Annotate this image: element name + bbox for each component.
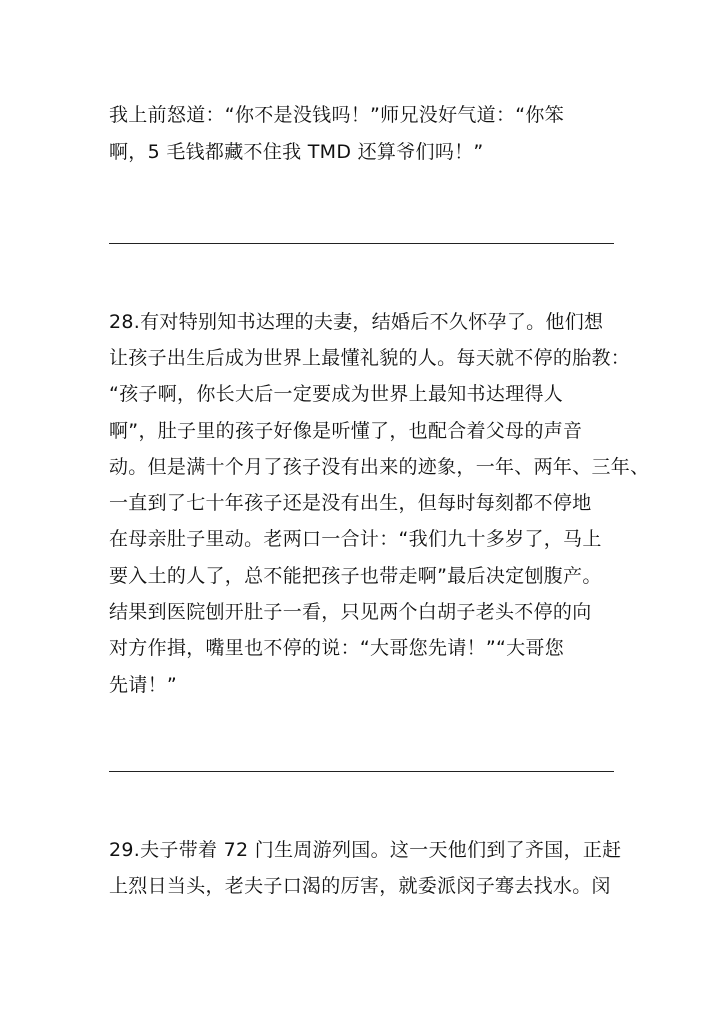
text-line: 对方作揖，嘴里也不停的说：“大哥您先请！”“大哥您 [109, 637, 565, 659]
text-line: 我上前怒道：“你不是没钱吗！”师兄没好气道：“你笨 [109, 104, 565, 126]
divider [109, 771, 614, 772]
divider [109, 243, 614, 244]
text-line: 啊”，肚子里的孩子好像是听懂了，也配合着父母的声音 [109, 420, 583, 442]
text-line: 29.夫子带着 72 门生周游列国。这一天他们到了齐国，正赶 [109, 839, 622, 861]
text-line: 28.有对特别知书达理的夫妻，结婚后不久怀孕了。他们想 [109, 311, 604, 333]
text-line: 结果到医院刨开肚子一看，只见两个白胡子老头不停的向 [109, 601, 592, 623]
text-line: 啊，5 毛钱都藏不住我 TMD 还算爷们吗！” [109, 141, 484, 163]
text-line: “孩子啊，你长大后一定要成为世界上最知书达理得人 [109, 383, 564, 405]
text-line: 先请！” [109, 674, 178, 696]
text-line: 让孩子出生后成为世界上最懂礼貌的人。每天就不停的胎教： [109, 347, 631, 369]
text-line: 要入土的人了，总不能把孩子也带走啊”最后决定刨腹产。 [109, 565, 602, 587]
text-line: 动。但是满十个月了孩子没有出来的迹象，一年、两年、三年、 [109, 456, 650, 478]
text-line: 在母亲肚子里动。老两口一合计：“我们九十多岁了，马上 [109, 528, 602, 550]
text-line: 上烈日当头，老夫子口渴的厉害，就委派闵子骞去找水。闵 [109, 875, 611, 897]
text-line: 一直到了七十年孩子还是没有出生，但每时每刻都不停地 [109, 492, 592, 514]
